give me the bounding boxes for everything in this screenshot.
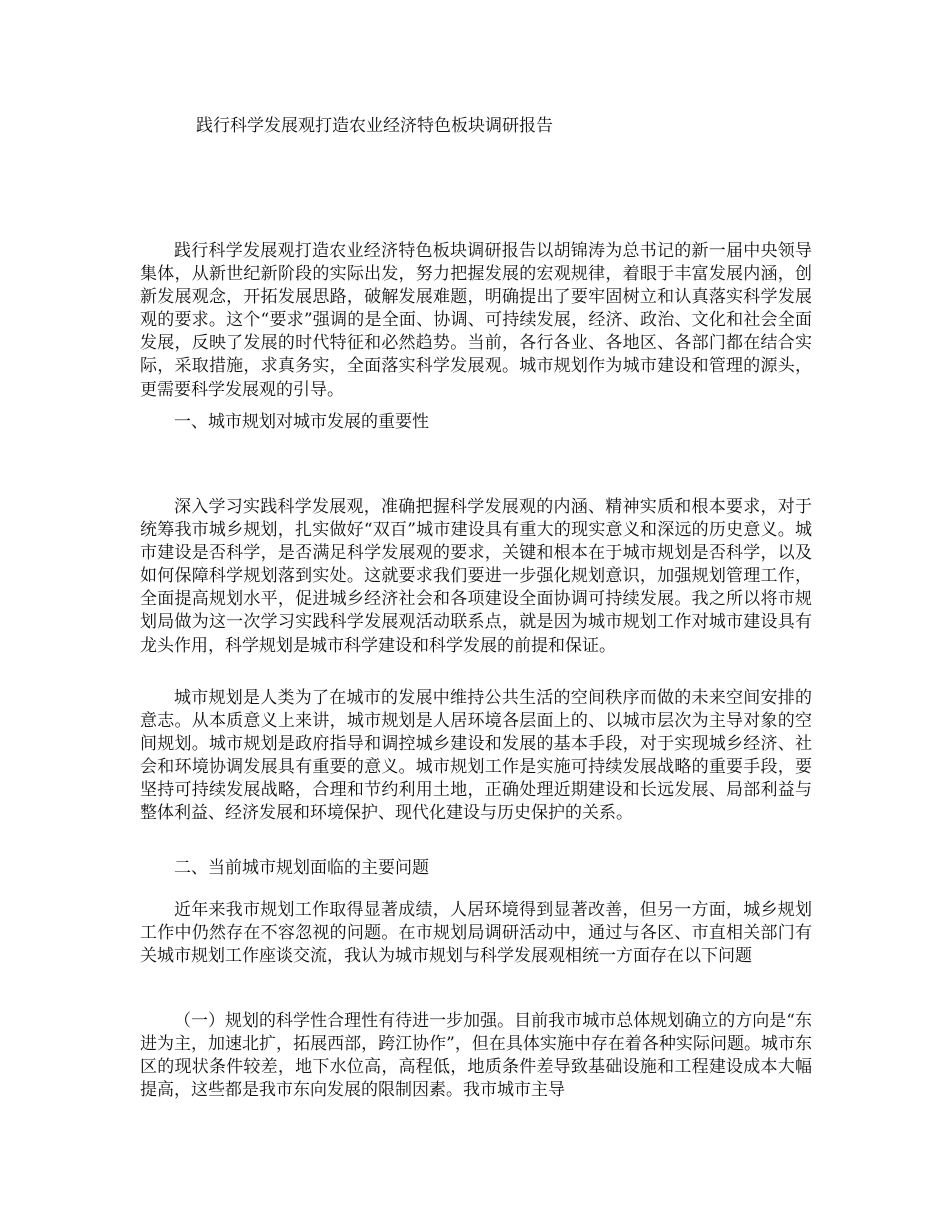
document-title: 践行科学发展观打造农业经济特色板块调研报告 xyxy=(196,116,553,136)
paragraph-2: 城市规划是人类为了在城市的发展中维持公共生活的空间秩序而做的未来空间安排的意志。从本质意义上来讲，城市规划是人居环境各层面上的、以城市层次为主导对象的空间规划。城市规划是政府指导和调控城乡建设和发展的基本手段，对于实现城乡经济、社会和环境协调发展具有重要的意义。城市规划工作是实施可持续发展战略的重要手段，要坚持可持续发展战略，合理和节约利用土地，正确处理近期建设和长远发展、局部利益与整体利益、经济发展和环境保护、现代化建设与历史保护的关系。 xyxy=(140,688,812,824)
paragraph-1: 深入学习实践科学发展观，准确把握科学发展观的内涵、精神实质和根本要求，对于统筹我市城乡规划，扎实做好“双百”城市建设具有重大的现实意义和深远的历史意义。城市建设是否科学，是否满足科学发展观的要求，关键和根本在于城市规划是否科学，以及如何保障科学规划落到实处。这就要求我们要进一步强化规划意识，加强规划管理工作，全面提高规划水平，促进城乡经济社会和各项建设全面协调可持续发展。我之所以将市规划局做为这一次学习实践科学发展观活动联系点，就是因为城市规划工作对城市建设具有龙头作用，科学规划是城市科学建设和科学发展的前提和保证。 xyxy=(140,497,812,656)
paragraph-3: 近年来我市规划工作取得显著成绩，人居环境得到显著改善，但另一方面，城乡规划工作中仍然存在不容忽视的问题。在市规划局调研活动中，通过与各区、市直相关部门有关城市规划工作座谈交流，我认为城市规划与科学发展观相统一方面存在以下问题 xyxy=(140,900,812,967)
section-heading-2: 二、当前城市规划面临的主要问题 xyxy=(174,858,429,878)
paragraph-4: （一）规划的科学性合理性有待进一步加强。目前我市城市总体规划确立的方向是“东进为主，加速北扩，拓展西部，跨江协作”，但在具体实施中存在着各种实际问题。城市东区的现状条件较差，地下水位高，高程低，地质条件差导致基础设施和工程建设成本大幅提高，这些都是我市东向发展的限制因素。我市城市主导 xyxy=(140,1011,812,1101)
intro-paragraph: 践行科学发展观打造农业经济特色板块调研报告以胡锦涛为总书记的新一届中央领导集体，从新世纪新阶段的实际出发，努力把握发展的宏观规律，着眼于丰富发展内涵，创新发展观念，开拓发展思路，破解发展难题，明确提出了要牢固树立和认真落实科学发展观的要求。这个“要求”强调的是全面、协调、可持续发展，经济、政治、文化和社会全面发展，反映了发展的时代特征和必然趋势。当前，各行各业、各地区、各部门都在结合实际，采取措施，求真务实，全面落实科学发展观。城市规划作为城市建设和管理的源头，更需要科学发展观的引导。 xyxy=(140,241,812,400)
section-heading-1: 一、城市规划对城市发展的重要性 xyxy=(174,412,429,432)
